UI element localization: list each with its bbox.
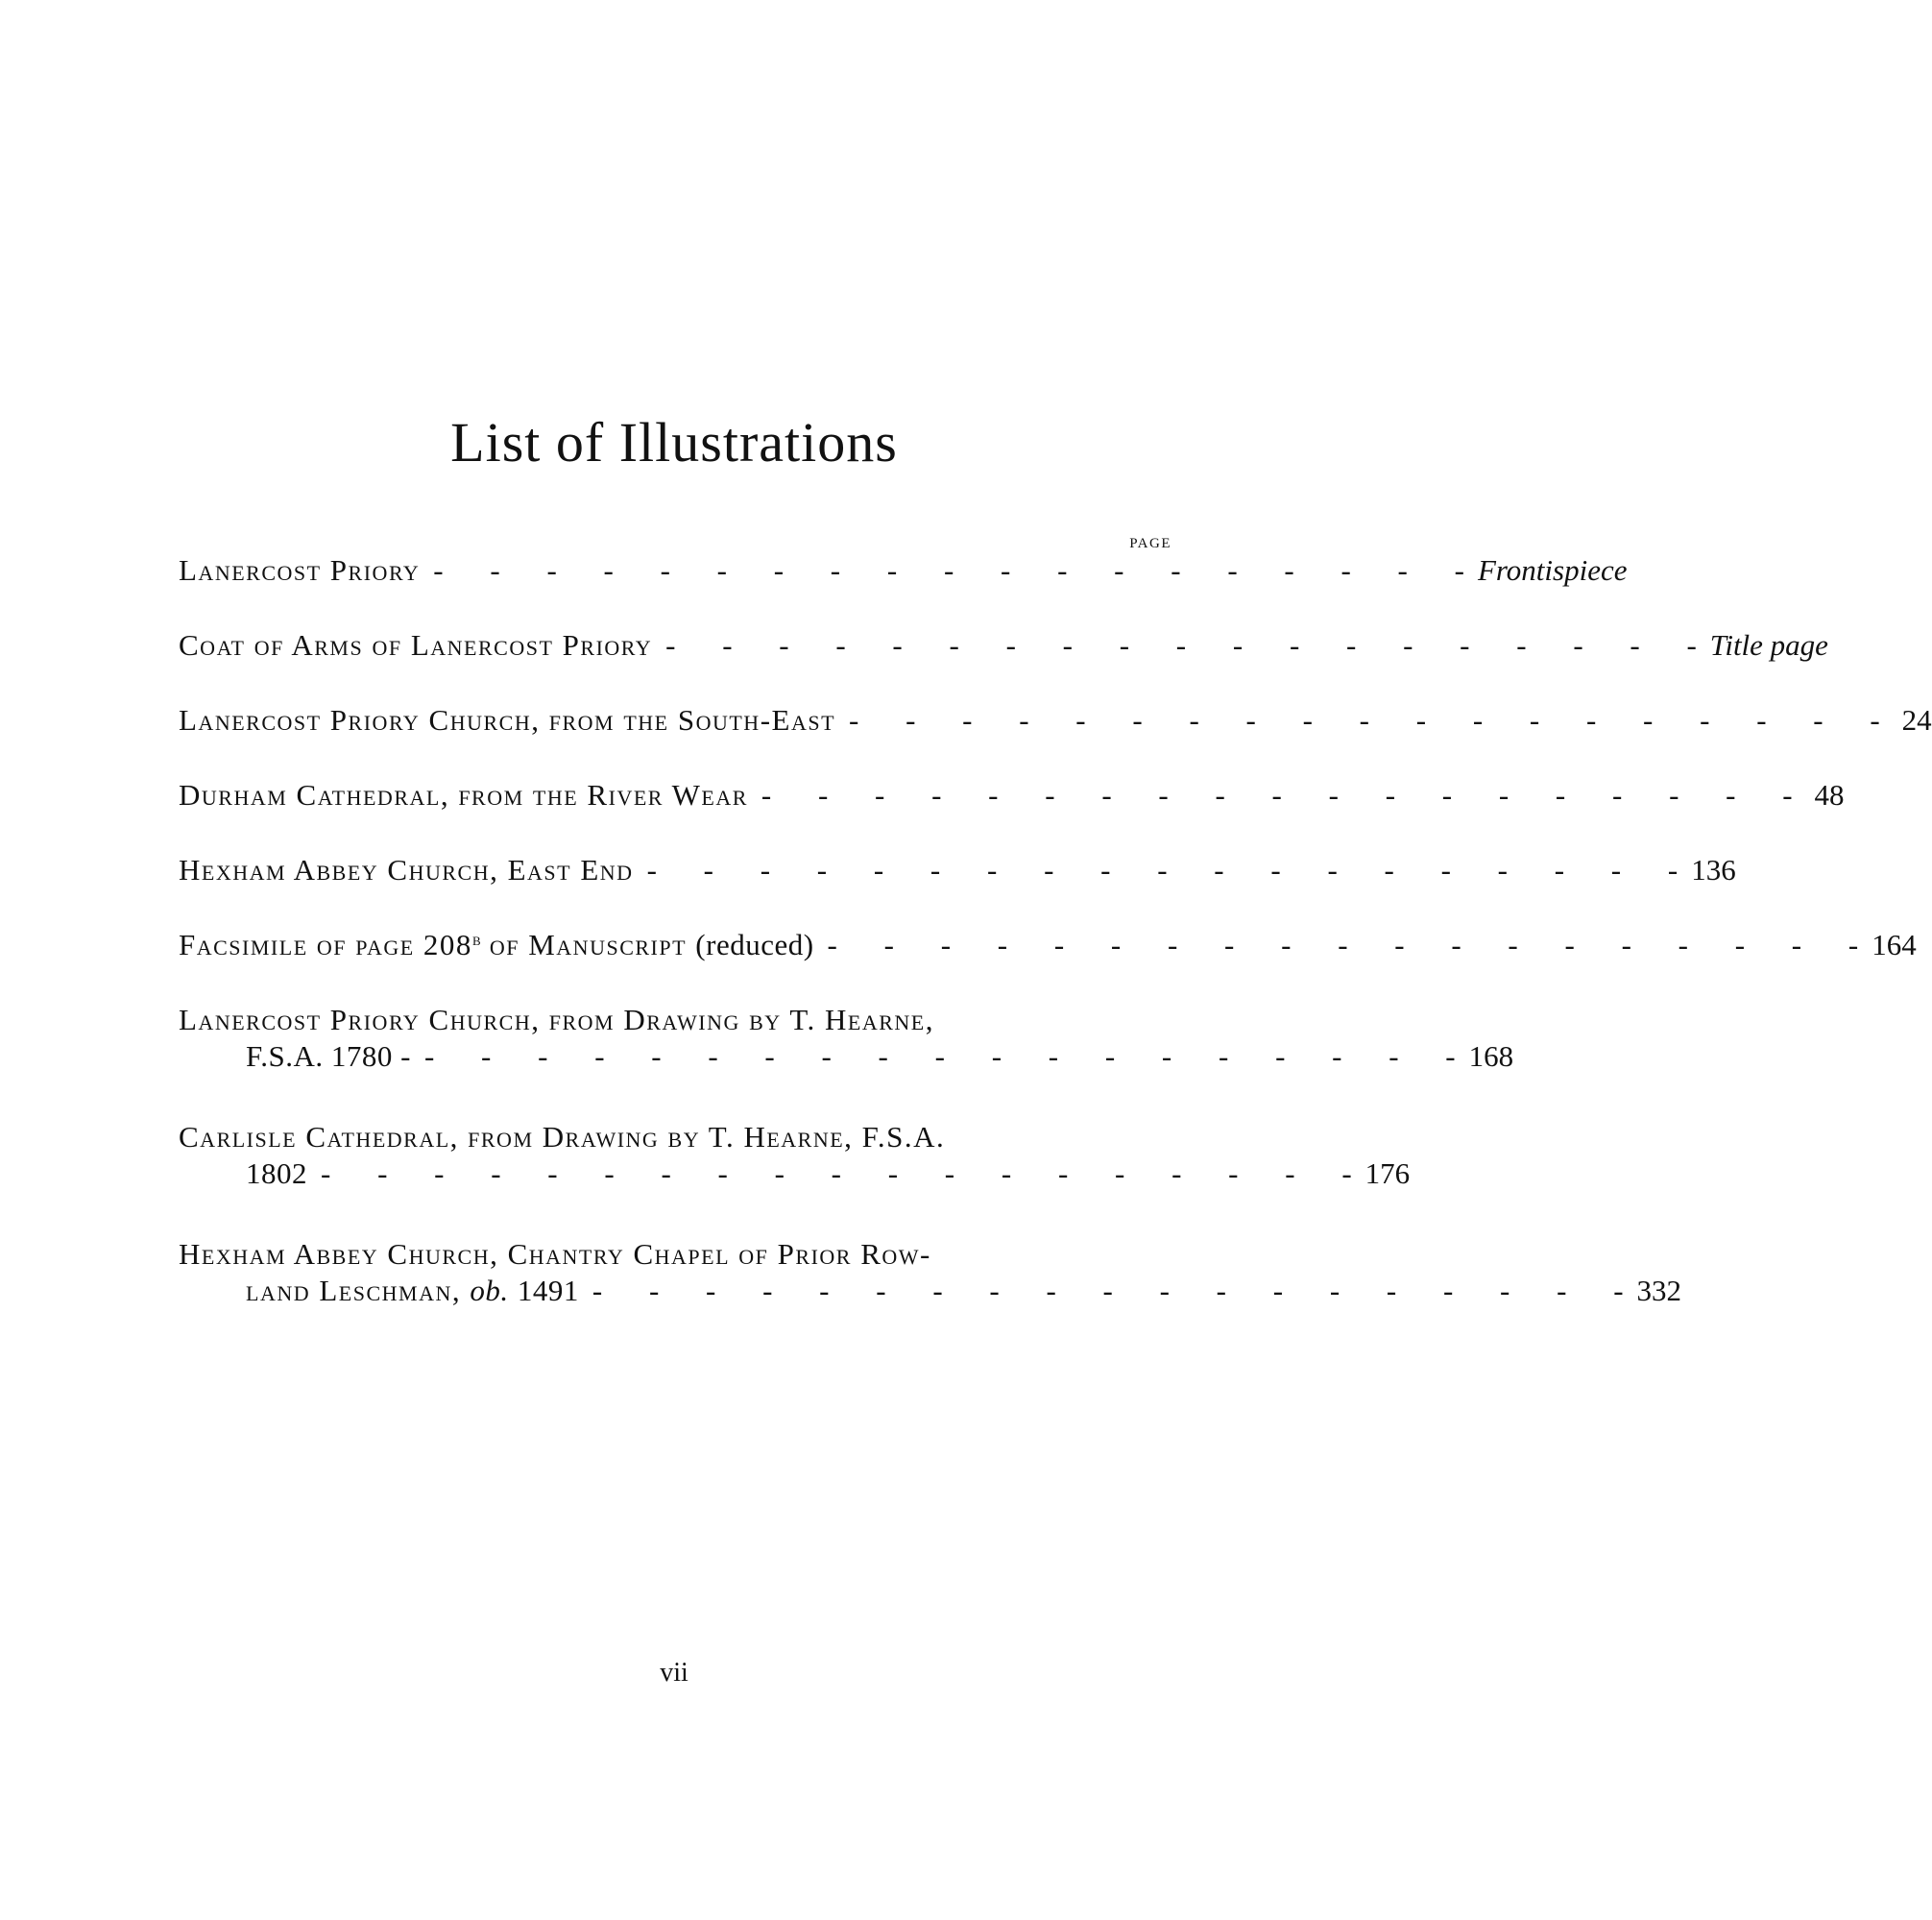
list-item <box>179 628 1828 667</box>
superscript: b <box>471 930 481 949</box>
dot-leader: - - - - - - - - - - - - - - - - - - - <box>433 553 1464 587</box>
list-item <box>179 853 1736 891</box>
list-item <box>179 1120 1411 1195</box>
illustration-caption: Coat of Arms of Lanercost Priory <box>179 628 653 662</box>
page-reference: 168 <box>1468 1039 1514 1073</box>
page-reference: 136 <box>1691 853 1736 887</box>
illustration-caption: Lanercost Priory Church, from Drawing by T. Hearne, <box>179 1003 934 1036</box>
illustration-caption: Carlisle Cathedral, from Drawing by T. Hearne, F.S.A. <box>179 1120 946 1154</box>
list-item <box>179 703 1932 741</box>
list-item <box>179 1237 1682 1312</box>
dot-leader: - - - - - - - - - - - - - - - - - - - <box>761 778 1793 812</box>
dot-leader: - - - - - - - - - - - - - - - - - - - <box>849 703 1880 737</box>
illustration-caption: Hexham Abbey Church, Chantry Chapel of Prior Row- <box>179 1237 931 1271</box>
dot-leader: - - - - - - - - - - - - - - - - - - - <box>321 1156 1352 1190</box>
page-reference: 332 <box>1636 1274 1682 1307</box>
illustration-caption-continued: 1802 <box>246 1156 307 1190</box>
list-item <box>179 553 1628 592</box>
list-item <box>179 928 1917 966</box>
page-reference: 24 <box>1901 703 1932 737</box>
page-reference: 164 <box>1872 928 1917 961</box>
dot-leader: - - - - - - - - - - - - - - - - - - - <box>423 1039 1456 1073</box>
illustration-caption: Lanercost Priory Church, from the South-East <box>179 703 836 737</box>
illustration-caption-continued: land Leschman, ob. 1491 <box>246 1274 579 1307</box>
illustration-caption: Lanercost Priory <box>179 553 421 587</box>
list-item <box>179 1003 1514 1078</box>
dot-leader: - - - - - - - - - - - - - - - - - - - <box>646 853 1678 887</box>
page-number: vii <box>660 1658 688 1688</box>
list-item <box>179 778 1845 816</box>
page-reference: 48 <box>1814 778 1845 812</box>
illustration-caption-continued: F.S.A. 1780 - <box>246 1039 411 1073</box>
illustration-caption: Durham Cathedral, from the River Wear <box>179 778 748 812</box>
dot-leader: - - - - - - - - - - - - - - - - - - - <box>827 928 1859 961</box>
page-title: List of Illustrations <box>450 411 898 474</box>
dot-leader: - - - - - - - - - - - - - - - - - - - <box>592 1274 1624 1307</box>
illustration-caption: Hexham Abbey Church, East End <box>179 853 634 887</box>
page-column-header: PAGE <box>1129 536 1171 551</box>
page-reference: Title page <box>1709 628 1828 662</box>
page-reference: 176 <box>1364 1156 1411 1190</box>
page-reference: Frontispiece <box>1477 553 1628 587</box>
illustration-caption: Facsimile of page 208$^b$ of Manuscript (reduced) <box>179 928 814 961</box>
dot-leader: - - - - - - - - - - - - - - - - - - - <box>665 628 1697 662</box>
